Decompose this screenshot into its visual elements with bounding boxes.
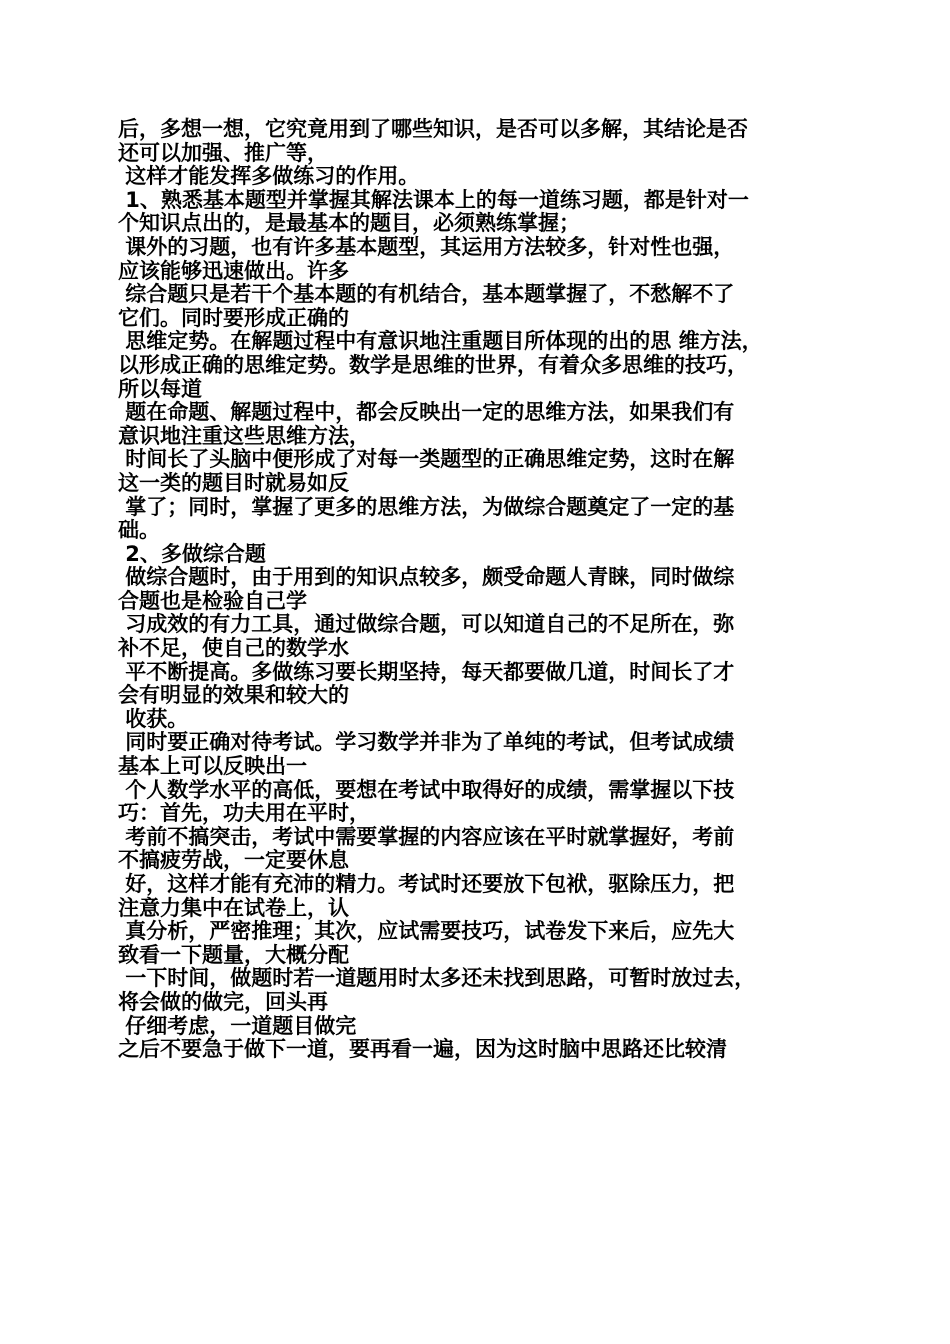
text-line: 注意力集中在试卷上，认 [118,895,349,920]
text-line: 不搞疲劳战，一定要休息 [118,848,349,873]
text-line: 平不断提高。多做练习要长期坚持，每天都要做几道，时间长了才 [118,659,735,684]
text-line: 巧：首先，功夫用在平时， [118,801,370,826]
text-line: 综合题只是若干个基本题的有机结合，基本题掌握了，不愁解不了 [118,282,735,307]
text-line: 补不足，使自己的数学水 [118,636,349,661]
text-line: 这样才能发挥多做练习的作用。 [118,164,420,189]
text-line: 致看一下题量，大概分配 [118,942,349,967]
text-line: 做综合题时，由于用到的知识点较多，颇受命题人青睐，同时做综 [118,565,735,590]
text-line: 应该能够迅速做出。许多 [118,258,349,283]
text-line: 它们。同时要形成正确的 [118,305,349,330]
text-line: 2、多做综合题 [118,541,266,566]
text-line: 将会做的做完，回头再 [118,989,328,1014]
text-line: 一下时间，做题时若一道题用时太多还未找到思路，可暂时放过去， [118,966,756,991]
text-line: 基本上可以反映出一 [118,754,307,779]
text-line: 掌了；同时，掌握了更多的思维方法，为做综合题奠定了一定的基 [118,494,735,519]
text-line: 还可以加强、推广等， [118,140,328,165]
text-line: 思维定势。在解题过程中有意识地注重题目所体现的出的思 维方法， [118,329,763,354]
text-line: 课外的习题，也有许多基本题型，其运用方法较多，针对性也强， [118,234,735,259]
text-line: 好，这样才能有充沛的精力。考试时还要放下包袱，驱除压力，把 [118,872,735,896]
text-line: 1、熟悉基本题型并掌握其解法课本上的每一道练习题，都是针对一 [118,187,749,212]
text-line: 时间长了头脑中便形成了对每一类题型的正确思维定势，这时在解 [118,447,735,472]
text-line: 真分析，严密推理；其次，应试需要技巧，试卷发下来后，应先大 [118,919,735,944]
text-line: 个人数学水平的高低，要想在考试中取得好的成绩，需掌握以下技 [118,777,735,802]
text-line: 后，多想一想，它究竟用到了哪些知识，是否可以多解，其结论是否 [118,117,748,141]
text-line: 考前不搞突击，考试中需要掌握的内容应该在平时就掌握好，考前 [118,824,735,849]
text-line: 础。 [118,518,160,543]
text-line: 仔细考虑，一道题目做完 [118,1013,357,1038]
text-line: 个知识点出的，是最基本的题目，必须熟练掌握； [118,211,580,236]
text-line: 同时要正确对待考试。学习数学并非为了单纯的考试，但考试成绩 [118,730,735,755]
document-body [118,118,836,1062]
text-line: 意识地注重这些思维方法， [118,423,370,448]
text-line: 这一类的题目时就易如反 [118,470,349,495]
text-line: 合题也是检验自己学 [118,588,307,613]
text-line: 习成效的有力工具，通过做综合题，可以知道自己的不足所在，弥 [118,612,735,637]
text-line: 收获。 [118,706,189,731]
text-line: 以形成正确的思维定势。数学是思维的世界，有着众多思维的技巧， [118,352,748,377]
text-line: 题在命题、解题过程中，都会反映出一定的思维方法，如果我们有 [118,400,735,425]
text-line: 之后不要急于做下一道，要再看一遍，因为这时脑中思路还比较清 [118,1037,727,1062]
text-line: 会有明显的效果和较大的 [118,683,349,708]
text-line: 所以每道 [118,376,202,401]
